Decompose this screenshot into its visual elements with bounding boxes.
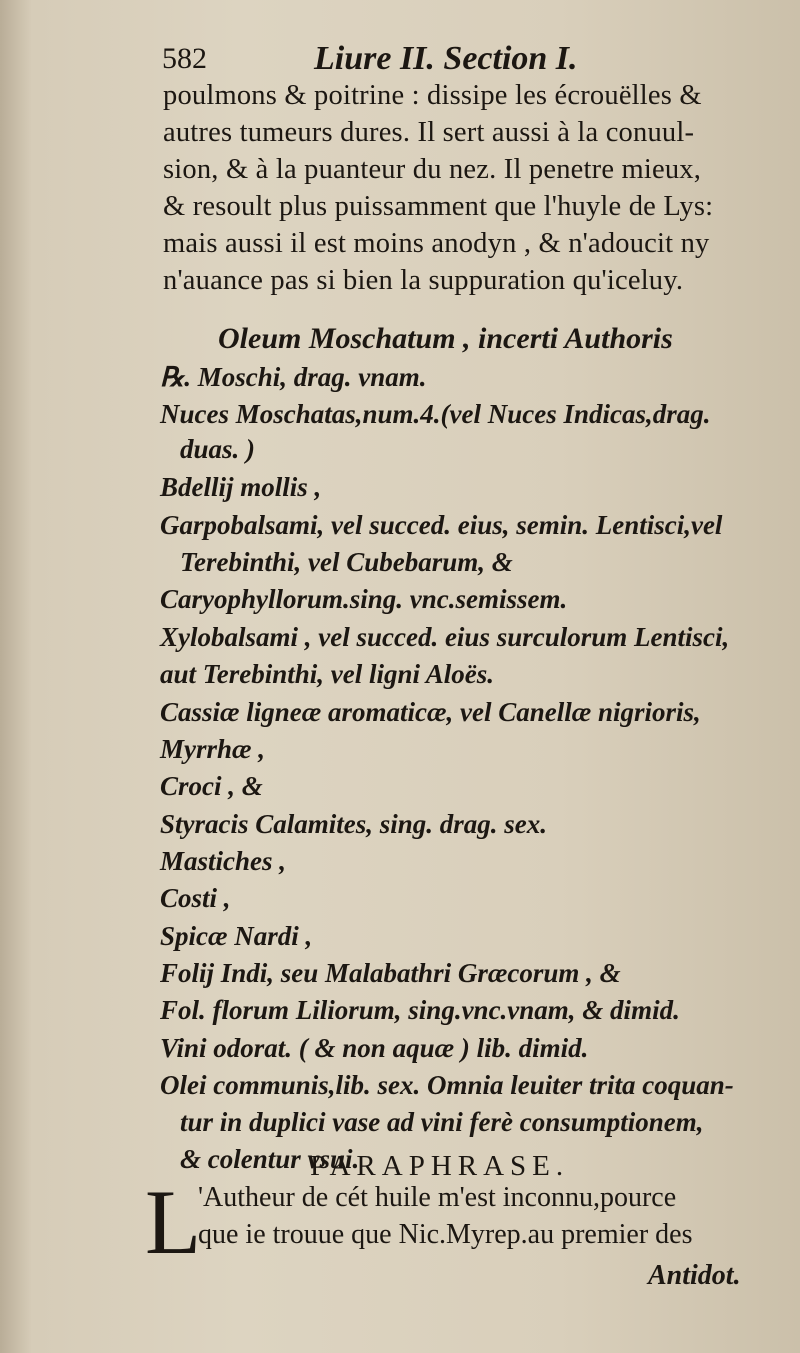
recipe-line: Folij Indi, seu Malabathri Græcorum , &: [160, 958, 621, 988]
text-line: autres tumeurs dures. Il sert aussi à la conuul-: [163, 117, 695, 148]
drop-cap: L: [145, 1171, 202, 1273]
recipe-line: Croci , &: [160, 771, 263, 801]
recipe-line: Caryophyllorum.sing. vnc.semissem.: [160, 584, 568, 614]
recipe-line: tur in duplici vase ad vini ferè consumptionem,: [180, 1107, 704, 1137]
recipe-line: aut Terebinthi, vel ligni Aloës.: [160, 659, 495, 689]
recipe-line: Nuces Moschatas,num.4.(vel Nuces Indicas,drag.: [160, 399, 711, 429]
recipe-line: Xylobalsami , vel succed. eius surculorum Lentisci,: [160, 622, 730, 652]
recipe-line: Fol. florum Liliorum, sing.vnc.vnam, & dimid.: [160, 995, 680, 1025]
recipe-line: Olei communis,lib. sex. Omnia leuiter trita coquan-: [160, 1070, 734, 1100]
text-line: n'auance pas si bien la suppuration qu'iceluy.: [163, 265, 684, 296]
text-line: sion, & à la puanteur du nez. Il penetre mieux,: [163, 154, 702, 185]
catchword: Antidot.: [648, 1260, 741, 1291]
recipe-line: Spicæ Nardi ,: [160, 921, 313, 951]
text-line: mais aussi il est moins anodyn , & n'adoucit ny: [163, 228, 710, 259]
recipe-line: Garpobalsami, vel succed. eius, semin. Lentisci,vel: [160, 510, 723, 540]
recipe-line: Myrrhæ ,: [160, 734, 266, 764]
text-line: & resoult plus puissamment que l'huyle de Lys:: [163, 191, 714, 222]
recipe-line: Cassiæ ligneæ aromaticæ, vel Canellæ nigrioris,: [160, 697, 701, 727]
running-title: Liure II. Section I.: [314, 40, 578, 77]
page-number: 582: [162, 42, 207, 75]
recipe-line: Styracis Calamites, sing. drag. sex.: [160, 809, 548, 839]
recipe-line: Bdellij mollis ,: [160, 472, 322, 502]
recipe-line: Costi ,: [160, 883, 231, 913]
recipe-line: & colentur vsui.: [180, 1144, 360, 1174]
text-line: 'Autheur de cét huile m'est inconnu,pource: [198, 1182, 677, 1213]
recipe-line: duas. ): [180, 434, 256, 464]
text-line: que ie trouue que Nic.Myrep.au premier des: [198, 1219, 693, 1250]
recipe-title: Oleum Moschatum , incerti Authoris: [218, 322, 673, 355]
text-line: poulmons & poitrine : dissipe les écrouëlles &: [163, 80, 702, 111]
recipe-line: Vini odorat. ( & non aquæ ) lib. dimid.: [160, 1033, 589, 1063]
paraphrase-heading: PARAPHRASE.: [310, 1150, 570, 1182]
recipe-line: Mastiches ,: [160, 846, 287, 876]
recipe-line: Terebinthi, vel Cubebarum, &: [180, 547, 513, 577]
recipe-line: ℞. Moschi, drag. vnam.: [160, 362, 427, 392]
